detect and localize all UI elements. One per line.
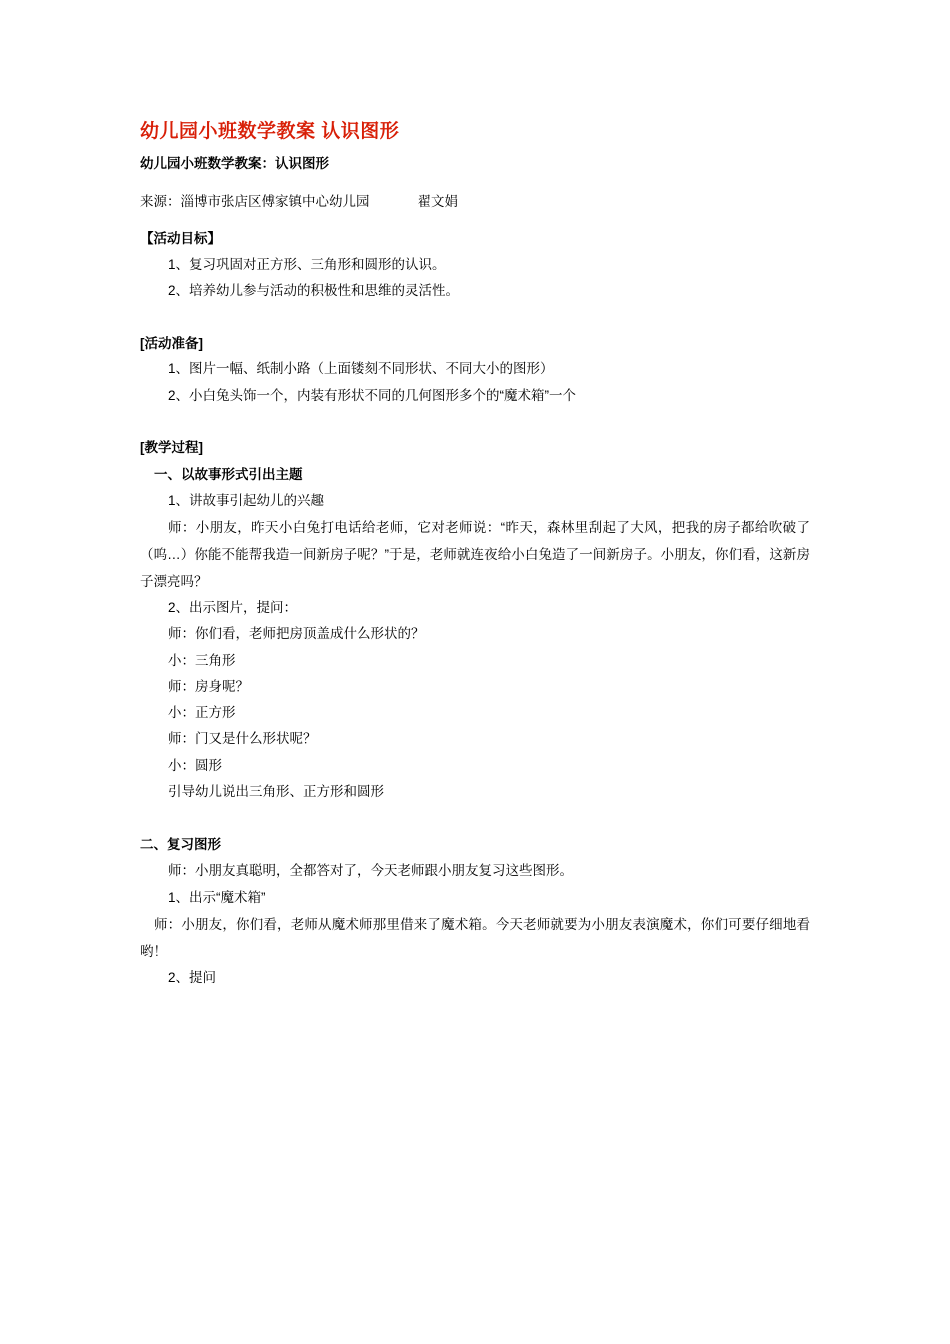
page-title: 幼儿园小班数学教案 认识图形 bbox=[140, 121, 400, 142]
dialogue-line-6: 小：圆形 bbox=[168, 757, 222, 773]
prep-item-1: 1、图片一幅、纸制小路（上面镂刻不同形状、不同大小的图形） bbox=[168, 361, 554, 377]
prep-item-2: 2、小白兔头饰一个，内装有形状不同的几何图形多个的“魔术箱”一个 bbox=[168, 387, 576, 403]
prep-heading: [活动准备] bbox=[140, 335, 203, 351]
dialogue-line-3: 师：房身呢？ bbox=[168, 678, 249, 694]
process-part-two-heading: 二、复习图形 bbox=[140, 837, 221, 853]
part-two-line-3: 师：小朋友，你们看，老师从魔术师那里借来了魔术箱。今天老师就要为小朋友表演魔术，你们可要仔细地看哟！ bbox=[140, 917, 810, 959]
goals-heading: 【活动目标】 bbox=[140, 231, 221, 247]
goals-item-2: 2、培养幼儿参与活动的积极性和思维的灵活性。 bbox=[168, 283, 460, 299]
process-part-one-step1: 1、讲故事引起幼儿的兴趣 bbox=[168, 492, 325, 508]
dialogue-line-2: 小：三角形 bbox=[168, 652, 236, 668]
process-part-one-heading: 一、以故事形式引出主题 bbox=[154, 466, 303, 482]
part-two-line-2: 1、出示“魔术箱” bbox=[168, 889, 266, 905]
process-part-one-step2: 2、出示图片，提问： bbox=[168, 599, 298, 615]
document-subtitle: 幼儿园小班数学教案：认识图形 bbox=[140, 155, 329, 171]
process-story-paragraph: 师：小朋友，昨天小白兔打电话给老师，它对老师说：“昨天，森林里刮起了大风，把我的房子都给吹破了（呜…）你能不能帮我造一间新房子呢？”于是，老师就连夜给小白兔造了一间新房子。小朋友，你们看，这新房子漂亮吗？ bbox=[140, 519, 810, 589]
source-label: 来源：淄博市张店区傅家镇中心幼儿园 bbox=[140, 194, 370, 210]
source-line bbox=[140, 190, 810, 214]
dialogue-line-1: 师：你们看，老师把房顶盖成什么形状的？ bbox=[168, 626, 425, 642]
part-two-line-4: 2、提问 bbox=[168, 970, 217, 985]
dialogue-line-4: 小：正方形 bbox=[168, 705, 236, 721]
dialogue-line-5: 师：门又是什么形状呢？ bbox=[168, 731, 317, 747]
source-author: 翟文娟 bbox=[417, 194, 458, 210]
process-heading: [教学过程] bbox=[140, 439, 203, 455]
part-two-line-1: 师：小朋友真聪明，全都答对了，今天老师跟小朋友复习这些图形。 bbox=[168, 863, 573, 879]
dialogue-line-7: 引导幼儿说出三角形、正方形和圆形 bbox=[168, 784, 384, 800]
goals-item-1: 1、复习巩固对正方形、三角形和圆形的认识。 bbox=[168, 257, 446, 273]
